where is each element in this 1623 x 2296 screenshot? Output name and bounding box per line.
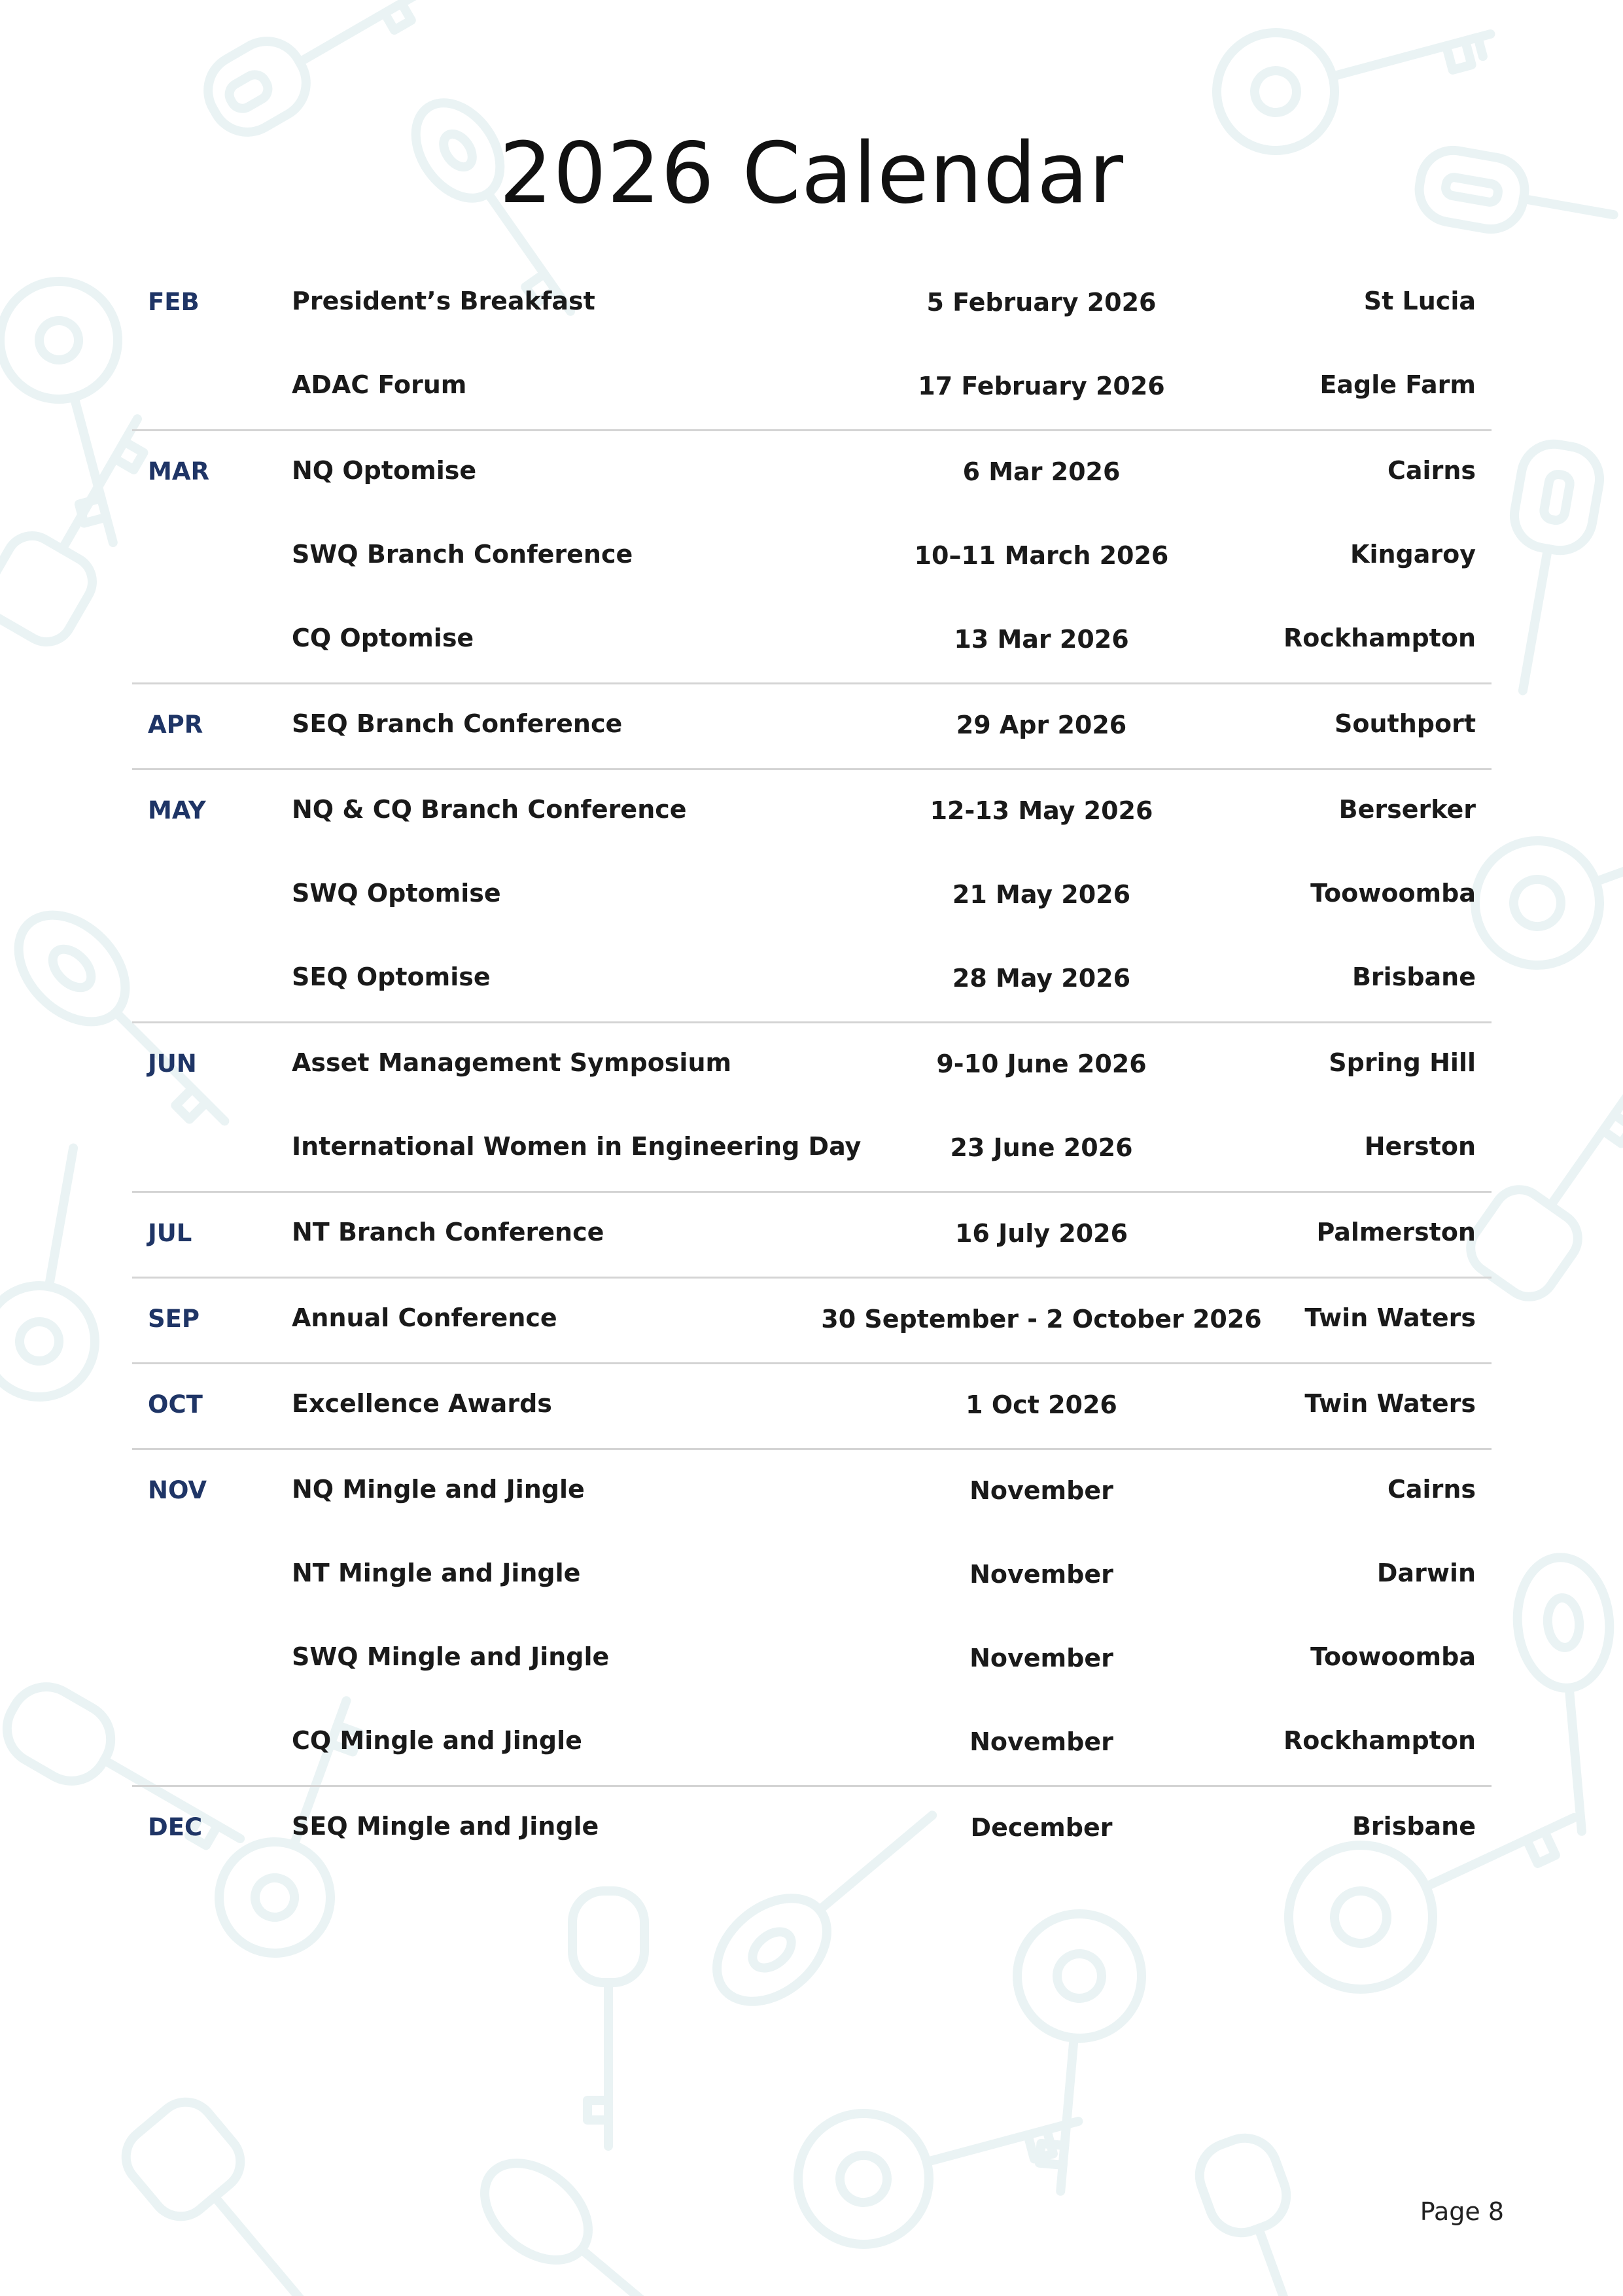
- key-icon: [466, 2144, 722, 2296]
- event-location: Toowoomba: [1310, 1642, 1476, 1671]
- month-label: APR: [148, 711, 203, 739]
- month-group-jul: [132, 1193, 1492, 1279]
- event-name: NT Branch Conference: [292, 1218, 604, 1246]
- month-group-may: [132, 770, 1492, 1023]
- event-row: [132, 1364, 1492, 1448]
- event-date: November: [969, 1560, 1113, 1589]
- event-location: St Lucia: [1363, 287, 1476, 315]
- event-date: 29 Apr 2026: [956, 711, 1127, 739]
- event-name: Asset Management Symposium: [292, 1048, 732, 1077]
- month-group-jun: [132, 1023, 1492, 1193]
- event-location: Spring Hill: [1329, 1048, 1476, 1077]
- event-date: 17 February 2026: [918, 372, 1165, 400]
- event-row: [132, 599, 1492, 682]
- month-label: FEB: [148, 288, 200, 316]
- event-name: NQ Optomise: [292, 456, 477, 485]
- event-row: [132, 854, 1492, 938]
- event-name: CQ Optomise: [292, 624, 474, 652]
- event-date: 1 Oct 2026: [966, 1390, 1117, 1419]
- event-location: Cairns: [1387, 456, 1476, 485]
- event-date: 23 June 2026: [950, 1133, 1133, 1162]
- event-row: [132, 1534, 1492, 1617]
- event-date: 30 September - 2 October 2026: [821, 1305, 1262, 1333]
- event-row: [132, 1279, 1492, 1362]
- event-name: SEQ Branch Conference: [292, 709, 623, 738]
- event-date: November: [969, 1727, 1113, 1756]
- month-group-feb: [132, 262, 1492, 431]
- event-name: SEQ Optomise: [292, 963, 491, 991]
- month-label: DEC: [148, 1813, 203, 1841]
- event-date: November: [969, 1476, 1113, 1505]
- event-name: CQ Mingle and Jingle: [292, 1726, 582, 1755]
- key-icon: [1512, 1553, 1623, 1835]
- month-group-apr: [132, 684, 1492, 770]
- event-name: SWQ Branch Conference: [292, 540, 633, 569]
- key-icon: [572, 1891, 644, 2146]
- event-location: Toowoomba: [1310, 879, 1476, 908]
- event-name: Excellence Awards: [292, 1389, 552, 1418]
- event-name: Annual Conference: [292, 1303, 557, 1332]
- month-label: MAR: [148, 457, 209, 486]
- page-title: 2026 Calendar: [499, 124, 1124, 222]
- event-row: [132, 345, 1492, 429]
- event-row: [132, 1787, 1492, 1871]
- event-date: December: [970, 1813, 1113, 1842]
- month-label: JUL: [148, 1219, 192, 1247]
- event-row: [132, 1617, 1492, 1701]
- event-location: Kingaroy: [1350, 540, 1476, 569]
- event-name: SWQ Optomise: [292, 879, 501, 908]
- month-label: SEP: [148, 1305, 200, 1333]
- event-row: [132, 1450, 1492, 1534]
- event-location: Palmerston: [1316, 1218, 1476, 1246]
- event-location: Brisbane: [1352, 963, 1476, 991]
- event-name: NQ & CQ Branch Conference: [292, 795, 687, 824]
- event-row: [132, 938, 1492, 1021]
- event-date: 12-13 May 2026: [930, 796, 1153, 825]
- event-row: [132, 515, 1492, 599]
- month-label: MAY: [148, 796, 206, 824]
- event-location: Brisbane: [1352, 1812, 1476, 1841]
- event-date: 9-10 June 2026: [936, 1050, 1147, 1078]
- page-number: Page 8: [1420, 2197, 1504, 2226]
- event-date: 6 Mar 2026: [962, 457, 1121, 486]
- month-group-sep: [132, 1279, 1492, 1364]
- event-location: Eagle Farm: [1319, 370, 1476, 399]
- key-icon: [0, 1139, 128, 1406]
- key-icon: [784, 2058, 1096, 2259]
- event-row: [132, 1193, 1492, 1277]
- key-icon: [999, 1909, 1147, 2197]
- event-row: [132, 1107, 1492, 1191]
- event-name: SWQ Mingle and Jingle: [292, 1642, 610, 1671]
- month-group-oct: [132, 1364, 1492, 1450]
- event-location: Rockhampton: [1283, 1726, 1476, 1755]
- month-label: OCT: [148, 1390, 203, 1419]
- event-row: [132, 684, 1492, 768]
- event-name: International Women in Engineering Day: [292, 1132, 862, 1161]
- event-row: [132, 1023, 1492, 1107]
- key-icon: [195, 0, 438, 145]
- month-group-mar: [132, 431, 1492, 684]
- event-row: [132, 770, 1492, 854]
- event-date: 5 February 2026: [926, 288, 1157, 317]
- event-row: [132, 1701, 1492, 1785]
- calendar-table: [132, 262, 1492, 1871]
- event-row: [132, 262, 1492, 345]
- event-location: Darwin: [1376, 1559, 1476, 1587]
- event-name: NQ Mingle and Jingle: [292, 1475, 585, 1504]
- month-label: JUN: [148, 1050, 197, 1078]
- month-group-nov: [132, 1450, 1492, 1787]
- event-date: 16 July 2026: [954, 1219, 1128, 1248]
- month-group-dec: [132, 1787, 1492, 1871]
- event-name: President’s Breakfast: [292, 287, 595, 315]
- event-date: 21 May 2026: [952, 880, 1131, 909]
- event-location: Rockhampton: [1283, 624, 1476, 652]
- event-date: 13 Mar 2026: [954, 625, 1129, 654]
- key-icon: [114, 2090, 359, 2296]
- month-label: NOV: [148, 1476, 207, 1504]
- event-location: Southport: [1335, 709, 1476, 738]
- event-location: Twin Waters: [1304, 1389, 1476, 1418]
- event-name: ADAC Forum: [292, 370, 467, 399]
- event-date: 28 May 2026: [952, 964, 1131, 993]
- event-row: [132, 431, 1492, 515]
- event-location: Herston: [1364, 1132, 1476, 1161]
- event-location: Twin Waters: [1304, 1303, 1476, 1332]
- event-name: NT Mingle and Jingle: [292, 1559, 581, 1587]
- event-location: Berserker: [1338, 795, 1476, 824]
- event-date: November: [969, 1644, 1113, 1672]
- event-date: 10–11 March 2026: [914, 541, 1169, 570]
- event-name: SEQ Mingle and Jingle: [292, 1812, 599, 1841]
- key-icon: [1191, 2129, 1347, 2296]
- event-location: Cairns: [1387, 1475, 1476, 1504]
